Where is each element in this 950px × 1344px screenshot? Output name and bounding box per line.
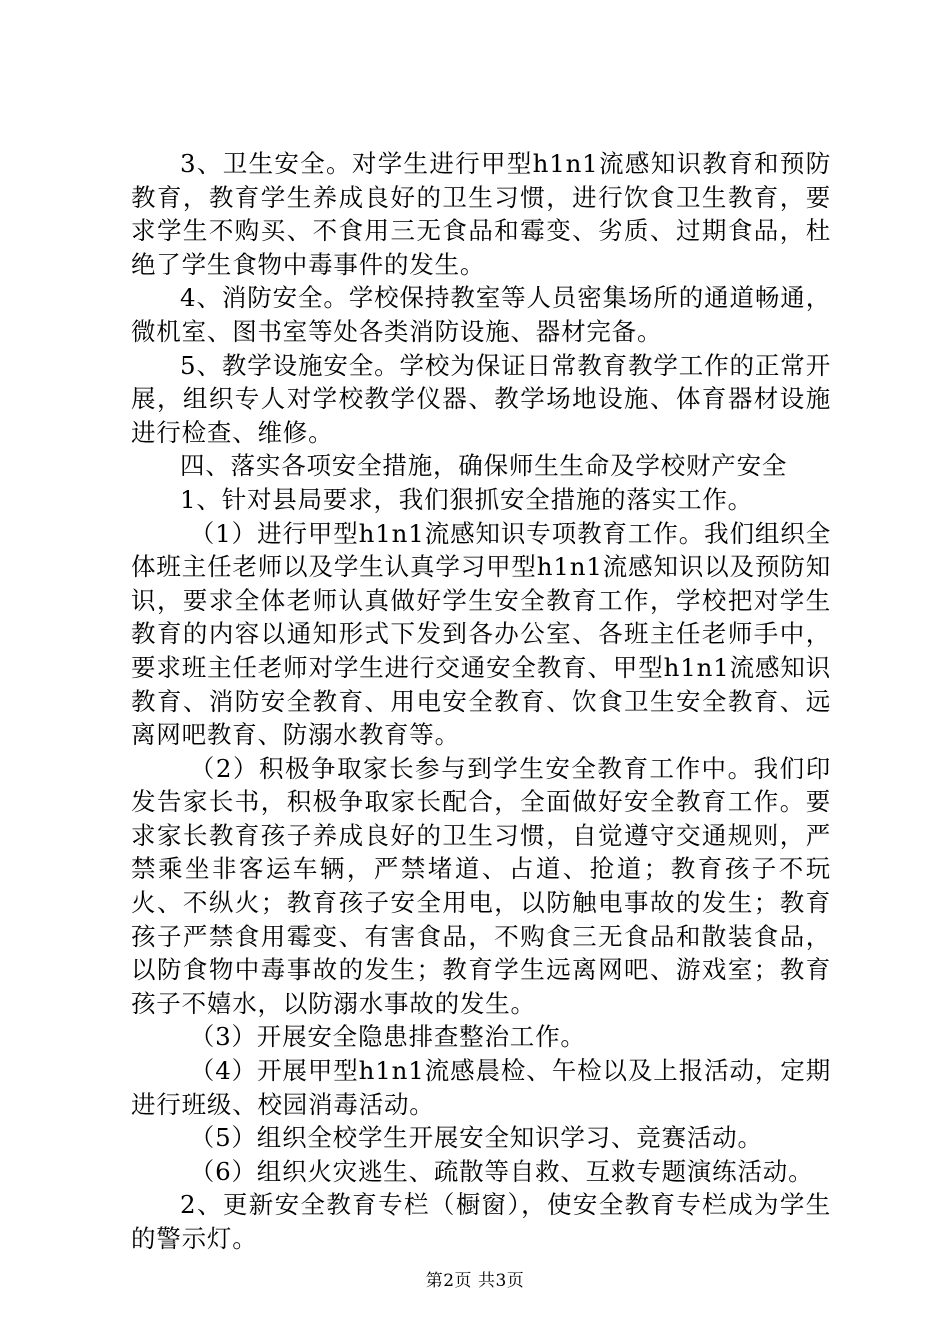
document-body (131, 147, 831, 1256)
paragraph-item-1: （1）进行甲型h1n1流感知识专项教育工作。我们组织全体班主任老师以及学生认真学习甲型h1n1流感知识以及预防知识，要求全体老师认真做好学生安全教育工作，学校把对学生教育的内容以通知形式下发到各办公室、各班主任老师手中，要求班主任老师对学生进行交通安全教育、甲型h1n1流感知识教育、消防安全教育、用电安全教育、饮食卫生安全教育、远离网吧教育、防溺水教育等。 (131, 518, 831, 750)
paragraph-item-2: （2）积极争取家长参与到学生安全教育工作中。我们印发告家长书，积极争取家长配合，全面做好安全教育工作。要求家长教育孩子养成良好的卫生习惯，自觉遵守交通规则，严禁乘坐非客运车辆，严禁堵道、占道、抢道；教育孩子不玩火、不纵火；教育孩子安全用电，以防触电事故的发生；教育孩子严禁食用霉变、有害食品，不购食三无食品和散装食品，以防食物中毒事故的发生；教育学生远离网吧、游戏室；教育孩子不嬉水，以防溺水事故的发生。 (131, 753, 831, 1018)
paragraph-county-requirements: 1、针对县局要求，我们狠抓安全措施的落实工作。 (180, 484, 753, 514)
paragraph-facility-safety: 5、教学设施安全。学校为保证日常教育教学工作的正常开展，组织专人对学校教学仪器、教学场地设施、体育器材设施进行检查、维修。 (131, 350, 831, 447)
paragraph-item-3: （3）开展安全隐患排查整治工作。 (189, 1022, 586, 1052)
section-heading-measures: 四、落实各项安全措施，确保师生生命及学校财产安全 (180, 451, 788, 481)
paragraph-hygiene-safety: 3、卫生安全。对学生进行甲型h1n1流感知识教育和预防教育，教育学生养成良好的卫生习惯，进行饮食卫生教育，要求学生不购买、不食用三无食品和霉变、劣质、过期食品，杜绝了学生食物中毒事件的发生。 (131, 149, 831, 279)
paragraph-item-5: （5）组织全校学生开展安全知识学习、竞赛活动。 (189, 1123, 763, 1153)
paragraph-item-4: （4）开展甲型h1n1流感晨检、午检以及上报活动，定期进行班级、校园消毒活动。 (131, 1056, 831, 1119)
page-number-footer: 第2页 共3页 (425, 1271, 525, 1291)
paragraph-item-6: （6）组织火灾逃生、疏散等自救、互救专题演练活动。 (189, 1156, 814, 1186)
paragraph-fire-safety: 4、消防安全。学校保持教室等人员密集场所的通道畅通，微机室、图书室等处各类消防设施、器材完备。 (131, 283, 831, 346)
paragraph-bulletin-board: 2、更新安全教育专栏（橱窗），使安全教育专栏成为学生的警示灯。 (131, 1190, 831, 1253)
